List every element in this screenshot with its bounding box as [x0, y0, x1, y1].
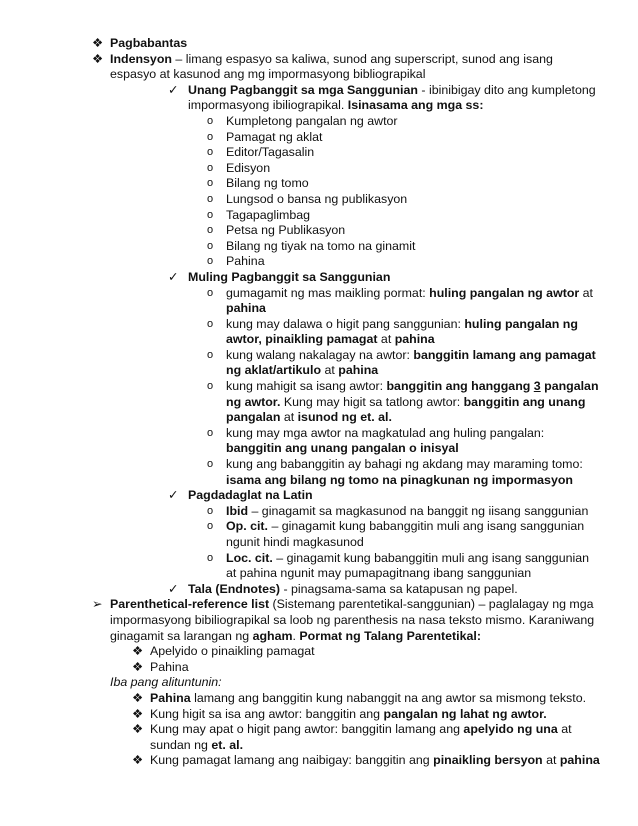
item-text: at — [321, 363, 339, 378]
circle-bullet-icon: o — [207, 504, 214, 517]
item-number: 3 — [533, 379, 541, 394]
item-text: Petsa ng Publikasyon — [226, 223, 346, 238]
diamond-bullet-icon: ❖ — [132, 659, 144, 674]
list-item — [0, 254, 602, 270]
item-text: - pinagsama-sama sa katapusan ng papel. — [280, 581, 518, 596]
item-text: Pahina — [150, 659, 189, 674]
list-item — [0, 130, 602, 146]
item-text: – ginagamit sa magkasunod na banggit ng iisang sanggunian — [248, 503, 589, 518]
item-text: kung mahigit sa isang awtor: — [226, 379, 387, 394]
list-item — [0, 379, 602, 426]
diamond-bullet-icon: ❖ — [92, 51, 104, 66]
list-item — [0, 161, 602, 177]
list-item — [0, 270, 600, 286]
list-item — [0, 176, 602, 192]
item-text: gumagamit ng mas maikling pormat: — [226, 285, 430, 300]
latin-sublist — [0, 504, 638, 582]
item-emphasis: isunod ng et. al. — [297, 410, 392, 425]
checkmark-bullet-icon: ✓ — [168, 581, 179, 596]
diamond-bullet-icon: ❖ — [132, 753, 144, 768]
item-emphasis: huling pangalan ng awtor — [429, 285, 580, 300]
item-emphasis: Op. cit. — [226, 519, 268, 534]
item-title: Unang Pagbanggit sa mga Sanggunian — [188, 82, 418, 97]
diamond-bullet-icon: ❖ — [132, 706, 144, 721]
item-emphasis: pahina — [394, 332, 435, 347]
list-item — [0, 223, 602, 239]
circle-bullet-icon: o — [207, 146, 214, 159]
item-text: . — [292, 628, 300, 643]
list-item — [0, 145, 602, 161]
item-emphasis: pahina — [338, 363, 379, 378]
item-emphasis: huling pangalan ng awtor, pinaikling pamagat — [226, 316, 578, 347]
item-emphasis: pahina — [226, 301, 266, 316]
item-text: Tagapaglimbag — [226, 207, 311, 222]
item-text: at — [542, 753, 560, 768]
list-item — [0, 582, 600, 598]
item-text: kung may dalawa o higit pang sanggunian: — [226, 316, 465, 331]
list-item — [0, 239, 602, 255]
list-item — [0, 52, 598, 83]
item-emphasis: pahina — [559, 753, 600, 768]
item-emphasis: Ibid — [226, 503, 249, 518]
list-item — [0, 753, 600, 769]
item-title: Tala (Endnotes) — [188, 581, 281, 596]
list-item — [0, 707, 600, 723]
item-emphasis: Pormat ng Talang Parentetikal: — [299, 628, 481, 643]
item-text: – ginagamit kung babanggitin muli ang isang sanggunian at pahina ngunit may pumapagitnang ibang sanggunian — [226, 550, 590, 581]
item-title: Pagbabantas — [110, 36, 188, 50]
section-heading — [0, 675, 638, 691]
item-text: Bilang ng tiyak na tomo na ginamit — [226, 238, 416, 253]
item-text: at — [579, 285, 593, 300]
item-emphasis: Pahina — [150, 690, 191, 705]
list-item — [0, 348, 602, 379]
item-text: kung ang babanggitin ay bahagi ng akdang may maraming tomo: — [226, 457, 583, 472]
arrowhead-bullet-icon: ➢ — [92, 597, 103, 612]
circle-bullet-icon: o — [207, 208, 214, 221]
item-emphasis: pinaikling bersyon — [433, 753, 543, 768]
circle-bullet-icon: o — [207, 130, 214, 143]
list-item — [0, 551, 602, 582]
list-item — [0, 192, 602, 208]
item-text: Lungsod o bansa ng publikasyon — [226, 191, 408, 206]
item-title: Pagdadaglat na Latin — [188, 488, 313, 503]
item-text: Kumpletong pangalan ng awtor — [226, 113, 398, 128]
list-item — [0, 36, 598, 52]
list-item — [0, 286, 602, 317]
item-emphasis: agham — [252, 628, 293, 643]
list-item — [0, 660, 600, 676]
circle-bullet-icon: o — [207, 161, 214, 174]
list-item — [0, 488, 600, 504]
list-item — [0, 83, 600, 114]
item-text: Pamagat ng aklat — [226, 129, 323, 144]
item-emphasis: pangalan ng lahat ng awtor. — [383, 706, 547, 721]
item-text: at sundan ng — [150, 722, 572, 752]
circle-bullet-icon: o — [207, 239, 214, 252]
list-item — [0, 597, 598, 644]
circle-bullet-icon: o — [207, 426, 214, 439]
circle-bullet-icon: o — [207, 520, 214, 533]
list-item — [0, 722, 600, 753]
item-text: Bilang ng tomo — [226, 176, 309, 191]
muling-sublist — [0, 286, 638, 489]
item-text: (Sistemang parentetikal-sanggunian) – paglalagay ng mga impormasyong bibiliograpikal sa loob ng parenthesis na nasa teksto mismo. Karaniwang ginagamit sa larangan ng — [110, 597, 595, 643]
circle-bullet-icon: o — [207, 114, 214, 127]
diamond-bullet-icon: ❖ — [92, 36, 104, 50]
item-emphasis: banggitin ang unang pangalan o inisyal — [226, 441, 459, 456]
circle-bullet-icon: o — [207, 458, 214, 471]
document-page — [0, 36, 638, 769]
circle-bullet-icon: o — [207, 348, 214, 361]
diamond-bullet-icon: ❖ — [132, 722, 144, 737]
item-title: Indensyon — [110, 51, 172, 66]
item-emphasis: pangalan ng awtor. — [226, 379, 599, 409]
item-text: - ibinibigay dito ang kumpletong impormasyong ibiliograpikal. — [188, 82, 596, 113]
item-text: lamang ang banggitin kung nabanggit na ang awtor sa mismong teksto. — [190, 690, 587, 705]
diamond-bullet-icon: ❖ — [132, 644, 144, 659]
checkmark-bullet-icon: ✓ — [168, 82, 179, 97]
item-emphasis: banggitin lamang ang pamagat ng aklat/artikulo — [226, 347, 596, 378]
list-item — [0, 426, 602, 457]
item-emphasis: et. al. — [211, 737, 244, 752]
unang-sublist — [0, 114, 638, 270]
list-item — [0, 317, 602, 348]
list-item — [0, 691, 600, 707]
circle-bullet-icon: o — [207, 317, 214, 330]
checkmark-bullet-icon: ✓ — [168, 269, 179, 284]
item-text: kung may mga awtor na magkatulad ang huling pangalan: — [226, 425, 545, 440]
checkmark-bullet-icon: ✓ — [168, 488, 179, 503]
list-item — [0, 457, 602, 488]
item-text: Kung may apat o higit pang awtor: banggitin lamang ang — [150, 722, 464, 737]
item-text: Apelyido o pinaikling pamagat — [150, 644, 315, 659]
item-emphasis: Loc. cit. — [226, 550, 273, 565]
list-item — [0, 519, 602, 550]
item-emphasis: isama ang bilang ng tomo na pinagkunan ng impormasyon — [226, 472, 573, 487]
item-emphasis: apelyido ng una — [463, 722, 558, 737]
heading-text: Iba pang alituntunin: — [110, 675, 222, 690]
item-text: Kung may higit sa tatlong awtor: — [280, 394, 464, 409]
item-emphasis: banggitin ang unang pangalan — [226, 394, 586, 425]
circle-bullet-icon: o — [207, 177, 214, 190]
item-emphasis: banggitin ang hanggang — [386, 379, 534, 394]
item-text: at — [280, 410, 298, 425]
item-text: Kung higit sa isa ang awtor: banggitin ang — [150, 706, 384, 721]
list-item — [0, 114, 602, 130]
item-title: Muling Pagbanggit sa Sanggunian — [188, 269, 391, 284]
item-text: – ginagamit kung babanggitin muli ang isang sanggunian ngunit hindi magkasunod — [226, 519, 585, 549]
diamond-bullet-icon: ❖ — [132, 690, 144, 705]
item-text: – limang espasyo sa kaliwa, sunod ang superscript, sunod ang isang espasyo at kasunod ang mg impormasyong bibliograpikal — [110, 51, 553, 82]
list-item — [0, 208, 602, 224]
item-text: at — [377, 332, 395, 347]
circle-bullet-icon: o — [207, 192, 214, 205]
item-title: Parenthetical-reference list — [110, 597, 270, 612]
item-text: Pahina — [226, 254, 265, 269]
item-text: Kung pamagat lamang ang naibigay: banggitin ang — [150, 753, 434, 768]
item-text: kung walang nakalagay na awtor: — [226, 347, 414, 362]
item-emphasis: Isinasama ang mga ss: — [347, 98, 484, 113]
circle-bullet-icon: o — [207, 380, 214, 393]
circle-bullet-icon: o — [207, 551, 214, 564]
list-item — [0, 504, 602, 520]
circle-bullet-icon: o — [207, 224, 214, 237]
circle-bullet-icon: o — [207, 286, 214, 299]
item-text: Edisyon — [226, 160, 271, 175]
item-text: Editor/Tagasalin — [226, 145, 315, 160]
circle-bullet-icon: o — [207, 255, 214, 268]
list-item — [0, 644, 600, 660]
